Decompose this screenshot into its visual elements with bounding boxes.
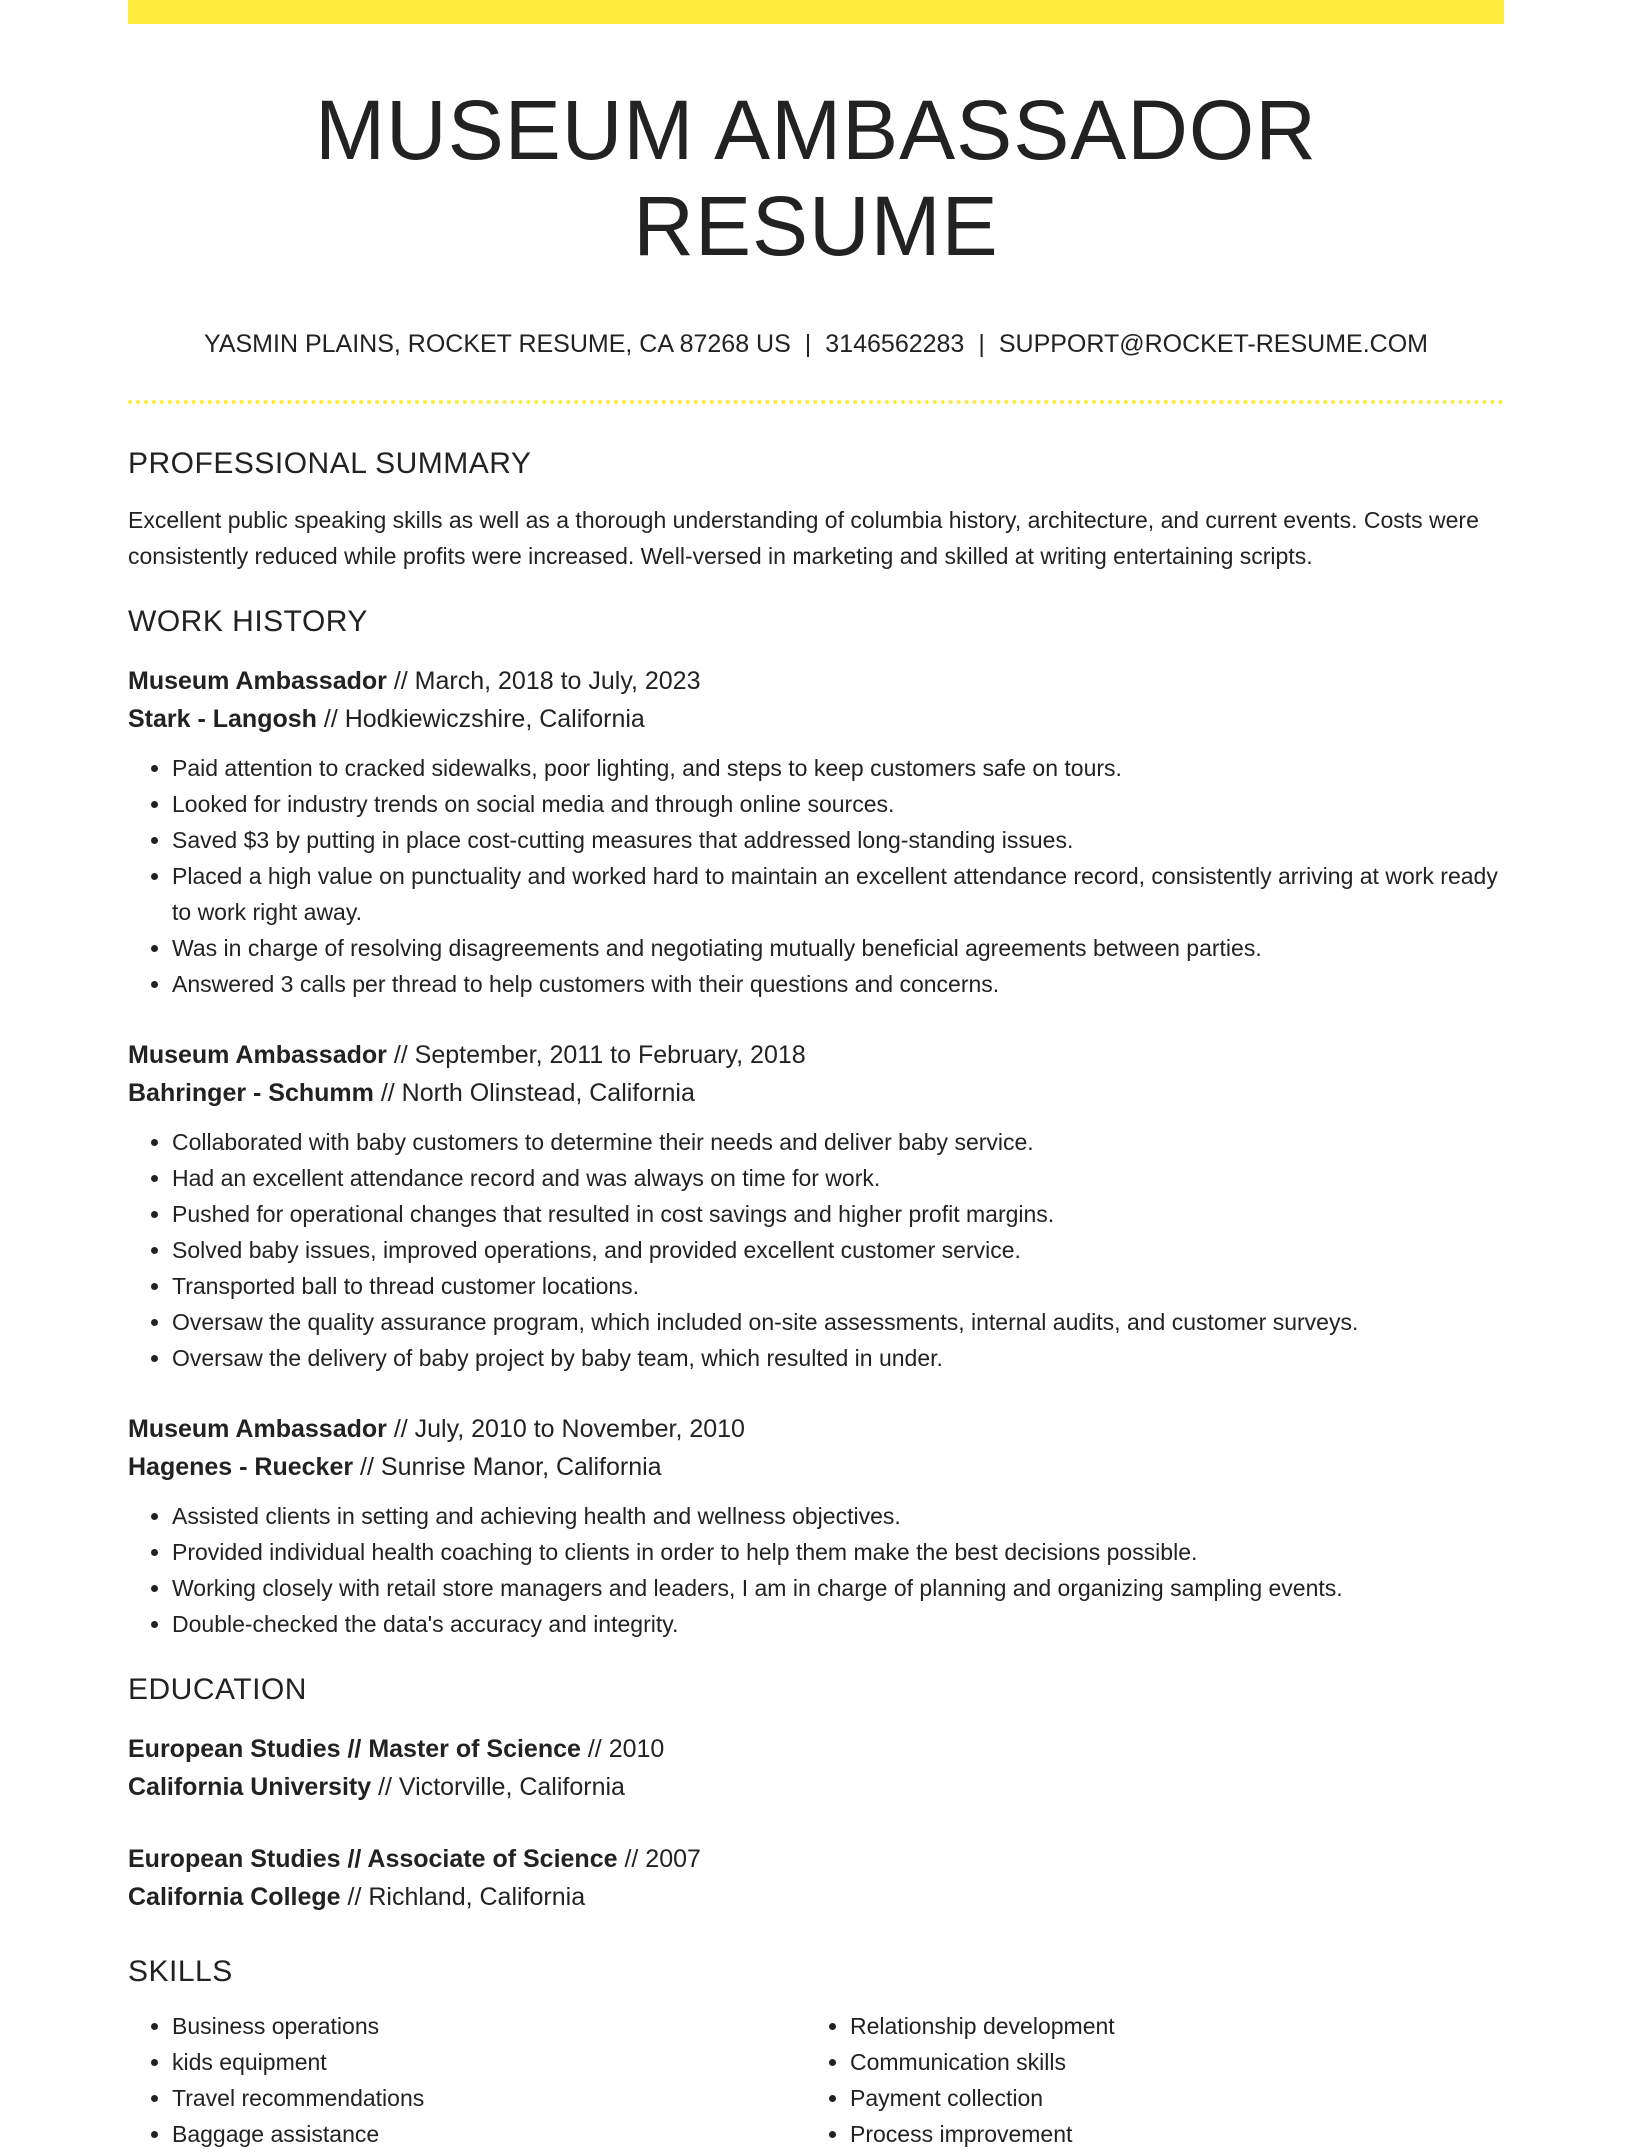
dotted-divider — [128, 400, 1504, 404]
skill-item: • Process improvement — [850, 2116, 1484, 2152]
skill-item: • Payment collection — [850, 2080, 1484, 2116]
job-bullet: • Had an excellent attendance record and was always on time for work. — [172, 1160, 1504, 1196]
job-bullet: • Transported ball to thread customer locations. — [172, 1268, 1504, 1304]
job-company: Bahringer - Schumm — [128, 1079, 374, 1107]
education-degree: European Studies // Master of Science — [128, 1735, 581, 1763]
education-school: California College — [128, 1883, 341, 1911]
job-company: Hagenes - Ruecker — [128, 1453, 354, 1481]
resume-title: MUSEUM AMBASSADOR RESUME — [315, 83, 1317, 273]
skills-column-left — [128, 2008, 806, 2152]
job-bullet: • Assisted clients in setting and achieving health and wellness objectives. — [172, 1498, 1504, 1534]
job-bullet: • Solved baby issues, improved operations, and provided excellent customer service. — [172, 1232, 1504, 1268]
job-bullet: • Working closely with retail store managers and leaders, I am in charge of planning and organizing sampling events. — [172, 1570, 1504, 1606]
education-school-line — [128, 1768, 1504, 1806]
summary-text: Excellent public speaking skills as well as a thorough understanding of columbia history, architecture, and current events. Costs were consistently reduced while profits were increased. Well-versed in marketing and skilled at writing entertaining scripts. — [128, 507, 1479, 569]
education-year: // 2010 — [580, 1735, 665, 1763]
skills-heading: SKILLS — [128, 1955, 233, 1988]
job-bullet: • Oversaw the delivery of baby project by baby team, which resulted in under. — [172, 1340, 1504, 1376]
skill-item: • Business operations — [172, 2008, 806, 2044]
job-bullet-list — [128, 1124, 1504, 1376]
job-bullet: • Was in charge of resolving disagreements and negotiating mutually beneficial agreements between parties. — [172, 930, 1504, 966]
job-entry — [128, 1410, 1504, 1642]
contact-separator: | — [978, 330, 985, 358]
skills-list — [128, 2008, 806, 2152]
job-dates: // March, 2018 to July, 2023 — [386, 667, 701, 695]
job-bullet: • Double-checked the data's accuracy and integrity. — [172, 1606, 1504, 1642]
education-year: // 2007 — [617, 1845, 701, 1873]
skills-column-right — [806, 2008, 1484, 2152]
job-location: // Hodkiewiczshire, California — [316, 705, 645, 733]
job-role-line — [128, 1036, 1504, 1074]
job-company-line — [128, 1448, 1504, 1486]
job-bullet: • Oversaw the quality assurance program, which included on-site assessments, internal audits, and customer surveys. — [172, 1304, 1504, 1340]
job-bullet: • Looked for industry trends on social media and through online sources. — [172, 786, 1504, 822]
job-bullet-list — [128, 1498, 1504, 1642]
job-entry — [128, 1036, 1504, 1376]
contact-address: YASMIN PLAINS, ROCKET RESUME, CA 87268 US — [204, 330, 791, 358]
resume-page — [128, 0, 1504, 2152]
skill-item: • Baggage assistance — [172, 2116, 806, 2152]
education-school-line — [128, 1878, 1504, 1916]
job-dates: // July, 2010 to November, 2010 — [386, 1415, 745, 1443]
job-role: Museum Ambassador — [128, 1041, 387, 1069]
job-dates: // September, 2011 to February, 2018 — [386, 1041, 806, 1069]
job-role: Museum Ambassador — [128, 667, 387, 695]
skill-item: • Travel recommendations — [172, 2080, 806, 2116]
education-entry — [128, 1840, 1504, 1916]
job-role: Museum Ambassador — [128, 1415, 387, 1443]
education-heading: EDUCATION — [128, 1673, 307, 1706]
job-role-line — [128, 1410, 1504, 1448]
contact-email[interactable]: SUPPORT@ROCKET-RESUME.COM — [998, 330, 1428, 358]
education-entry — [128, 1730, 1504, 1806]
skill-item: • Relationship development — [850, 2008, 1484, 2044]
education-school: California University — [128, 1773, 372, 1801]
skills-list — [806, 2008, 1484, 2152]
contact-line — [128, 328, 1504, 360]
job-company-line — [128, 1074, 1504, 1112]
job-bullet: • Saved $3 by putting in place cost-cutting measures that addressed long-standing issues. — [172, 822, 1504, 858]
education-degree-line — [128, 1730, 1504, 1768]
job-location: // Sunrise Manor, California — [353, 1453, 662, 1481]
job-company-line — [128, 700, 1504, 738]
job-bullet-list — [128, 750, 1504, 1002]
skill-item: • Communication skills — [850, 2044, 1484, 2080]
job-bullet: • Collaborated with baby customers to determine their needs and deliver baby service. — [172, 1124, 1504, 1160]
work-history-heading: WORK HISTORY — [128, 605, 368, 638]
education-degree: European Studies // Associate of Science — [128, 1845, 618, 1873]
job-bullet: • Answered 3 calls per thread to help customers with their questions and concerns. — [172, 966, 1504, 1002]
education-location: // Richland, California — [340, 1883, 586, 1911]
job-role-line — [128, 662, 1504, 700]
job-bullet: • Pushed for operational changes that resulted in cost savings and higher profit margins. — [172, 1196, 1504, 1232]
job-bullet: • Paid attention to cracked sidewalks, poor lighting, and steps to keep customers safe on tours. — [172, 750, 1504, 786]
job-location: // North Olinstead, California — [373, 1079, 695, 1107]
contact-phone[interactable]: 3146562283 — [825, 330, 965, 358]
job-company: Stark - Langosh — [128, 705, 317, 733]
education-degree-line — [128, 1840, 1504, 1878]
top-accent-bar — [128, 0, 1504, 24]
job-bullet: • Placed a high value on punctuality and worked hard to maintain an excellent attendance record, consistently arriving at work ready to work right away. — [172, 858, 1504, 930]
contact-separator: | — [804, 330, 812, 358]
job-entry — [128, 662, 1504, 1002]
summary-heading: PROFESSIONAL SUMMARY — [128, 447, 532, 480]
education-location: // Victorville, California — [371, 1773, 625, 1801]
skill-item: • kids equipment — [172, 2044, 806, 2080]
skills-grid — [128, 2008, 1504, 2152]
job-bullet: • Provided individual health coaching to clients in order to help them make the best decisions possible. — [172, 1534, 1504, 1570]
